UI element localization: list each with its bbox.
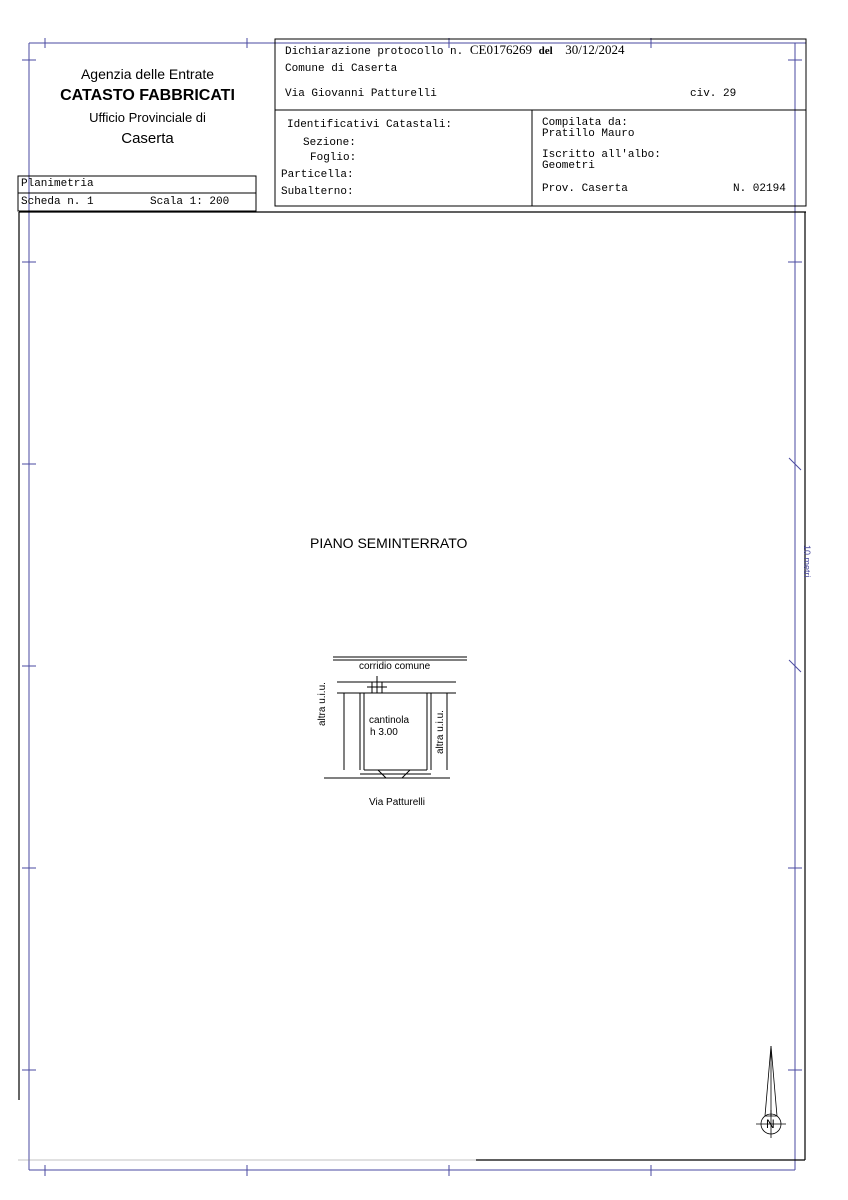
identifiers-title: Identificativi Catastali: xyxy=(287,119,453,131)
sheet-number: Scheda n. 1 xyxy=(21,196,94,208)
street-label: Via Patturelli xyxy=(369,797,425,808)
protocol-date-label: del xyxy=(538,45,553,57)
particella-label: Particella: xyxy=(281,169,354,181)
sheet-scale: Scala 1: 200 xyxy=(150,196,230,208)
sheet-type: Planimetria xyxy=(21,178,94,190)
room-name: cantinola xyxy=(369,715,410,726)
corridor-label: corridio comune xyxy=(359,661,431,672)
north-label: N xyxy=(766,1117,775,1131)
albo-value: Geometri xyxy=(542,160,595,172)
foglio-label: Foglio: xyxy=(310,152,357,164)
province: Prov. Caserta xyxy=(542,183,628,195)
right-unit-label: altra u.i.u. xyxy=(435,710,446,754)
subalterno-label: Subalterno: xyxy=(281,186,354,198)
agency-name: Agenzia delle Entrate xyxy=(80,66,215,82)
civic-number: civ. 29 xyxy=(690,88,737,100)
scale-bar-label: 10 metri xyxy=(802,545,812,578)
register-number: N. 02194 xyxy=(733,183,786,195)
address: Via Giovanni Patturelli xyxy=(285,88,437,100)
compiler-name: Pratillo Mauro xyxy=(542,128,635,140)
catasto-title: CATASTO FABBRICATI xyxy=(60,87,235,104)
office-city: Caserta xyxy=(121,130,174,147)
comune: Comune di Caserta xyxy=(285,63,398,75)
room-height: h 3.00 xyxy=(370,727,398,738)
compiler-label: Compilata da: xyxy=(542,117,628,129)
protocol-date: 30/12/2024 xyxy=(565,42,625,57)
sezione-label: Sezione: xyxy=(303,137,356,149)
albo-label: Iscritto all'albo: xyxy=(542,149,661,161)
office-label: Ufficio Provinciale di xyxy=(89,110,206,125)
left-unit-label: altra u.i.u. xyxy=(317,682,328,726)
floor-title: PIANO SEMINTERRATO xyxy=(310,535,468,551)
protocol-label: Dichiarazione protocollo n. xyxy=(285,46,464,58)
protocol-number: CE0176269 xyxy=(469,42,532,57)
